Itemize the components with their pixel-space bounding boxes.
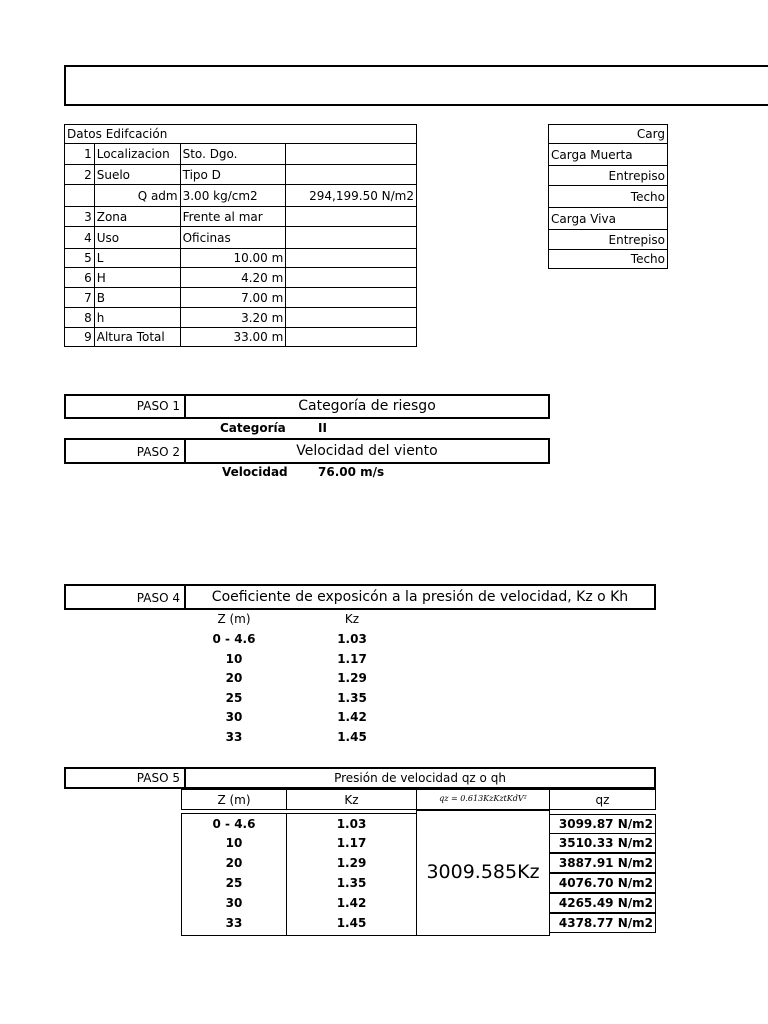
paso4-z-value: 30 (225, 710, 243, 725)
datos-row (65, 207, 417, 227)
datos-row-value: 10.00 m (180, 249, 286, 268)
paso5-qz-value: 4378.77 N/m2 (549, 913, 656, 933)
paso5-qz-value: 3887.91 N/m2 (549, 853, 656, 873)
paso5-label: PASO 5 (136, 771, 180, 785)
cargas-row-label: Entrepiso (549, 166, 668, 186)
datos-row-value: 3.00 kg/cm2 (180, 185, 286, 207)
datos-row-label: L (94, 249, 180, 268)
datos-row-value: 3.20 m (180, 308, 286, 328)
datos-row-value: 4.20 m (180, 268, 286, 288)
cargas-row-label: Carga Muerta (549, 144, 668, 166)
datos-row-extra (286, 227, 417, 249)
paso2-bar (64, 438, 550, 464)
velocidad-value: 76.00 m/s (318, 465, 385, 479)
paso4-kz-value: 1.35 (337, 690, 367, 705)
datos-row-extra: 294,199.50 N/m2 (286, 185, 417, 207)
datos-row-value: Sto. Dgo. (180, 144, 286, 165)
paso5-qz-value: 4076.70 N/m2 (549, 873, 656, 893)
paso5-table (181, 789, 656, 936)
datos-row-extra (286, 249, 417, 268)
datos-row-extra (286, 288, 417, 308)
paso4-label: PASO 4 (136, 591, 180, 605)
formula-value-cell (416, 810, 550, 936)
paso5-col-qz: qz (549, 789, 656, 810)
datos-row-number: 3 (65, 207, 95, 227)
datos-row-number: 8 (65, 308, 95, 328)
paso2-label: PASO 2 (136, 445, 180, 459)
datos-row-label: Zona (94, 207, 180, 227)
datos-row-extra (286, 268, 417, 288)
paso5-kz-value: 1.17 (336, 836, 367, 850)
paso5-z-value: 30 (225, 896, 243, 910)
paso5-kz-value: 1.29 (336, 856, 367, 870)
paso4-z-value: 25 (225, 690, 243, 705)
cargas-row-label: Entrepiso (549, 230, 668, 250)
datos-row-number: 4 (65, 227, 95, 249)
cargas-row (549, 208, 668, 230)
document-title-box (64, 65, 768, 106)
cargas-row (549, 186, 668, 208)
paso5-col-formula (416, 789, 550, 810)
paso5-col-kz: Kz (286, 789, 417, 810)
paso4-kz-value: 1.29 (337, 671, 367, 686)
datos-header: Datos Edifcación (65, 125, 417, 144)
paso2-title: Velocidad del viento (296, 443, 438, 459)
cargas-row-label: Carga Viva (549, 208, 668, 230)
paso5-z-value: 0 - 4.6 (212, 817, 256, 831)
datos-row-number: 5 (65, 249, 95, 268)
datos-row-label: Q adm (94, 185, 180, 207)
datos-row (65, 185, 417, 207)
paso5-col-z: Z (m) (181, 789, 287, 810)
cargas-row (549, 230, 668, 250)
paso4-bar (64, 584, 656, 610)
cargas-row-label: Techo (549, 250, 668, 269)
formula-value: 3009.585Kz (426, 861, 540, 883)
paso1-label: PASO 1 (136, 399, 180, 413)
paso1-title: Categoría de riesgo (298, 398, 436, 414)
paso1-bar (64, 394, 550, 419)
datos-row-number (65, 185, 95, 207)
paso4-col-kz: Kz (344, 612, 360, 626)
paso5-bar (64, 767, 656, 789)
paso5-z-value: 33 (225, 916, 243, 930)
paso4-kz-value: 1.45 (337, 730, 367, 744)
datos-edificacion-table (64, 124, 417, 347)
datos-row (65, 288, 417, 308)
cargas-row (549, 144, 668, 166)
datos-row-number: 9 (65, 328, 95, 347)
datos-row-label: B (94, 288, 180, 308)
datos-row-number: 6 (65, 268, 95, 288)
paso5-z-value: 10 (225, 836, 243, 850)
datos-row (65, 328, 417, 347)
formula-text: qz = 0.613KzKztKdV² (439, 794, 527, 803)
datos-row-label: Altura Total (94, 328, 180, 347)
datos-row (65, 268, 417, 288)
paso4-title: Coeficiente de exposicón a la presión de velocidad, Kz o Kh (211, 589, 629, 605)
paso5-kz-value: 1.35 (336, 876, 367, 890)
datos-row-extra (286, 328, 417, 347)
cargas-row (549, 250, 668, 269)
datos-row-extra (286, 144, 417, 165)
paso5-qz-value: 4265.49 N/m2 (549, 893, 656, 913)
paso5-title: Presión de velocidad qz o qh (334, 771, 506, 785)
paso5-kz-value: 1.03 (336, 817, 367, 831)
paso5-z-value: 25 (225, 876, 243, 890)
cargas-row (549, 166, 668, 186)
datos-row-value: 33.00 m (180, 328, 286, 347)
paso5-kz-value: 1.45 (336, 916, 367, 930)
datos-row-number: 2 (65, 165, 95, 185)
velocidad-label: Velocidad (222, 465, 288, 479)
cargas-table (548, 124, 668, 269)
categoria-label: Categoría (220, 421, 286, 435)
paso4-z-value: 20 (225, 671, 243, 686)
datos-row-value: Oficinas (180, 227, 286, 249)
categoria-value: II (318, 421, 327, 435)
datos-row (65, 308, 417, 328)
datos-row (65, 144, 417, 165)
datos-row-label: H (94, 268, 180, 288)
datos-row-value: 7.00 m (180, 288, 286, 308)
paso4-z-value: 33 (225, 730, 243, 744)
paso5-z-value: 20 (225, 856, 243, 870)
datos-row-extra (286, 308, 417, 328)
cargas-header: Carg (549, 125, 668, 144)
paso5-qz-value: 3510.33 N/m2 (549, 833, 656, 853)
paso4-z-value: 0 - 4.6 (212, 632, 256, 646)
paso4-col-z: Z (m) (217, 612, 251, 626)
datos-row-extra (286, 207, 417, 227)
datos-row-value: Tipo D (180, 165, 286, 185)
datos-row-label: Suelo (94, 165, 180, 185)
datos-row-label: Uso (94, 227, 180, 249)
datos-row-extra (286, 165, 417, 185)
paso4-kz-value: 1.17 (337, 651, 367, 666)
paso4-kz-value: 1.03 (337, 632, 367, 646)
paso4-z-value: 10 (225, 651, 243, 666)
paso4-kz-value: 1.42 (337, 710, 367, 725)
datos-row-label: Localizacion (94, 144, 180, 165)
paso5-kz-value: 1.42 (336, 896, 367, 910)
datos-row (65, 249, 417, 268)
paso5-qz-value: 3099.87 N/m2 (549, 814, 656, 834)
datos-row-number: 7 (65, 288, 95, 308)
datos-row-value: Frente al mar (180, 207, 286, 227)
datos-row-label: h (94, 308, 180, 328)
datos-row (65, 227, 417, 249)
cargas-row-label: Techo (549, 186, 668, 208)
datos-row (65, 165, 417, 185)
datos-row-number: 1 (65, 144, 95, 165)
